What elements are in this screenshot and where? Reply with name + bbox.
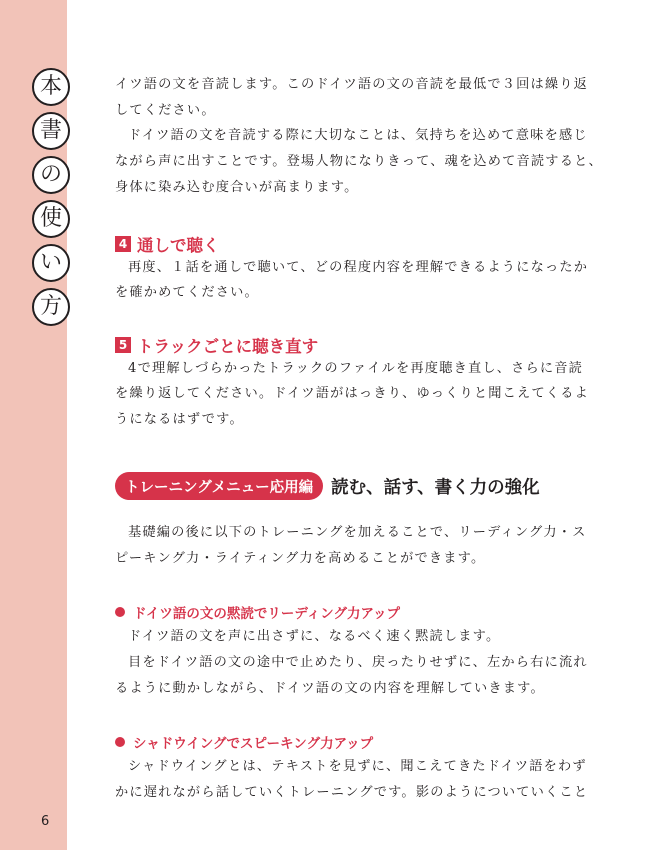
sidebar-char-sho: 書 bbox=[32, 112, 70, 150]
section-5-line-3: うになるはずです。 bbox=[115, 412, 244, 427]
sidebar-char-tsuka: 使 bbox=[32, 200, 70, 238]
sidebar bbox=[0, 0, 67, 850]
bullet-dot-icon bbox=[115, 607, 125, 617]
reading-line-2: 目をドイツ語の文の途中で止めたり、戻ったりせずに、左から右に流れ bbox=[128, 655, 588, 670]
section-4-line-1: 再度、１話を通しで聴いて、どの程度内容を理解できるようになったか bbox=[128, 260, 589, 275]
intro-line-2: してください。 bbox=[115, 103, 216, 118]
section-title: トラックごとに聴き直す bbox=[137, 337, 319, 356]
section-4-line-2: を確かめてください。 bbox=[115, 285, 259, 300]
section-number-badge: 5 bbox=[115, 337, 131, 353]
sidebar-char-kata: 方 bbox=[32, 288, 70, 326]
reading-line-3: るように動かしながら、ドイツ語の文の内容を理解していきます。 bbox=[115, 681, 545, 696]
advanced-menu-badge: トレーニングメニュー応用編 bbox=[115, 472, 323, 500]
intro-line-5: 身体に染み込む度合いが高まります。 bbox=[115, 180, 359, 195]
shadowing-title: シャドウイングでスピーキング力アップ bbox=[133, 736, 374, 752]
sidebar-char-i: い bbox=[32, 244, 70, 282]
reading-title: ドイツ語の文の黙読でリーディング力アップ bbox=[133, 606, 401, 622]
shadowing-line-1: シャドウイングとは、テキストを見ずに、聞こえてきたドイツ語をわず bbox=[128, 759, 587, 774]
sidebar-char-no: の bbox=[32, 156, 70, 194]
intro-line-4: ながら声に出すことです。登場人物になりきって、魂を込めて音読すると、 bbox=[115, 154, 603, 169]
page-number: 6 bbox=[41, 814, 50, 829]
intro-line-3: ドイツ語の文を音読する際に大切なことは、気持ちを込めて意味を感じ bbox=[128, 128, 588, 143]
advanced-line-1: 基礎編の後に以下のトレーニングを加えることで、リーディング力・ス bbox=[128, 525, 587, 540]
section-number-badge: 4 bbox=[115, 236, 131, 252]
shadowing-line-2: かに遅れながら話していくトレーニングです。影のようについていくこと bbox=[115, 785, 589, 800]
section-4-heading bbox=[115, 232, 220, 256]
advanced-title: 読む、話す、書く力の強化 bbox=[331, 477, 540, 498]
bullet-dot-icon bbox=[115, 737, 125, 747]
reading-heading bbox=[115, 602, 400, 622]
advanced-line-2: ピーキング力・ライティング力を高めることができます。 bbox=[115, 551, 486, 566]
sidebar-char-hon: 本 bbox=[32, 68, 70, 106]
section-5-heading bbox=[115, 333, 318, 357]
intro-line-1: イツ語の文を音読します。このドイツ語の文の音読を最低で３回は繰り返 bbox=[115, 77, 589, 92]
shadowing-heading bbox=[115, 732, 373, 752]
reading-line-1: ドイツ語の文を声に出さずに、なるべく速く黙読します。 bbox=[128, 629, 501, 644]
section-5-line-2: を繰り返してください。ドイツ語がはっきり、ゆっくりと聞こえてくるよ bbox=[115, 386, 589, 401]
section-title: 通しで聴く bbox=[137, 236, 220, 255]
section-5-line-1: 4で理解しづらかったトラックのファイルを再度聴き直し、さらに音読 bbox=[128, 361, 584, 376]
advanced-header bbox=[115, 472, 540, 500]
